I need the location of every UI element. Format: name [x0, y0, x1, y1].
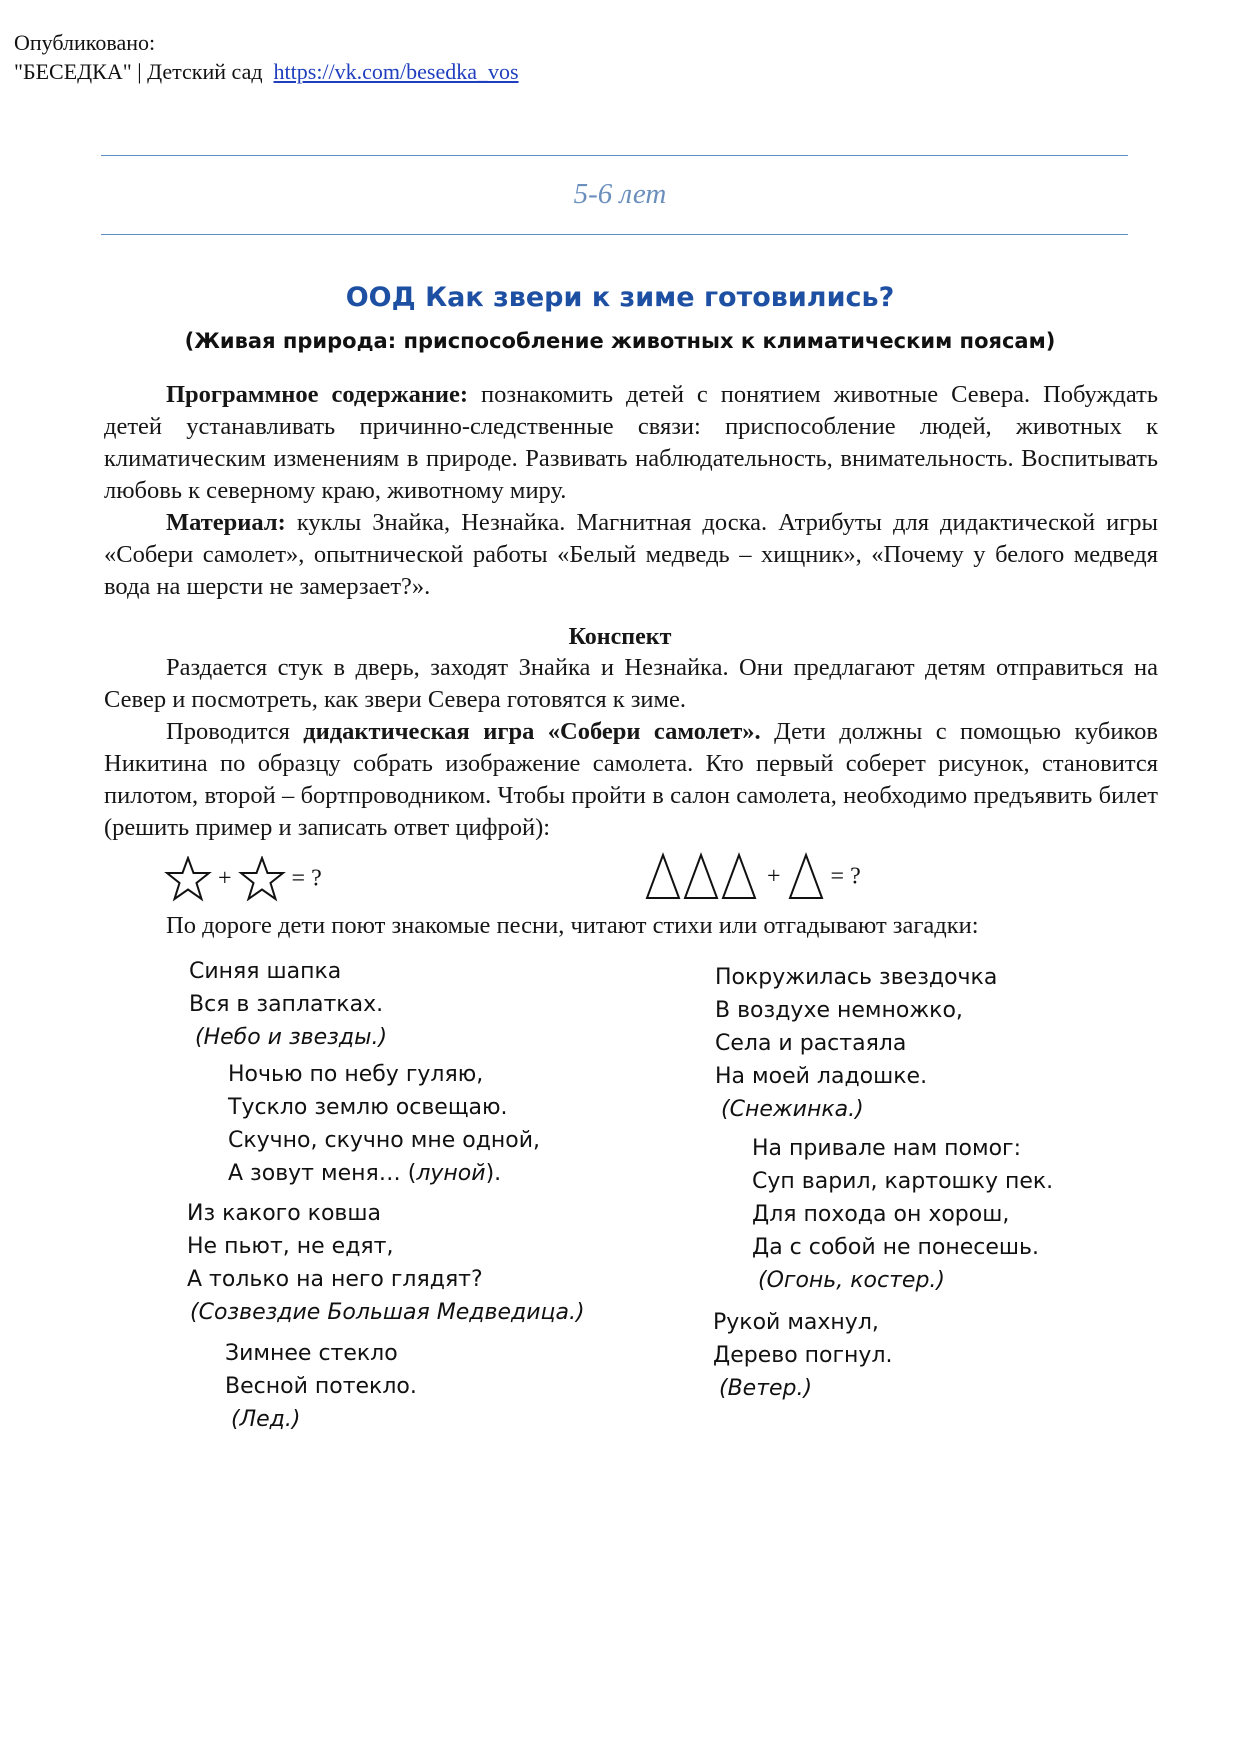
riddle-line: На моей ладошке. [715, 1064, 928, 1089]
para2-bold: дидактическая игра «Собери самолет». [303, 718, 761, 745]
riddle-line: Ночью по небу гуляю, [228, 1062, 484, 1087]
riddle-big-dipper [187, 1197, 585, 1329]
riddles-intro: По дороге дети поют знакомые песни, читают стихи или отгадывают загадки: [166, 912, 979, 939]
age-group: 5-6 лет [573, 178, 667, 210]
page-title: ООД Как звери к зиме готовились? [345, 282, 895, 313]
header-rule-bottom [101, 234, 1128, 235]
riddle-line: Зимнее стекло [225, 1341, 398, 1366]
program-label: Программное содержание: [166, 381, 469, 408]
source-line [14, 57, 519, 86]
riddle-line: Дерево погнул. [713, 1343, 893, 1368]
publication-info [14, 28, 519, 86]
riddle-fire [752, 1132, 1053, 1297]
riddle-line: Вся в заплатках. [189, 992, 384, 1017]
riddle-line: Из какого ковша [187, 1201, 382, 1226]
riddle-moon [228, 1058, 540, 1190]
triangles-plus: + [767, 863, 781, 890]
para2-post: Дети должны с помощью кубиков Никитина по образцу собрать изображение самолета. Кто первый соберет рисунок, становится пилотом, второй – бортпроводником. Чтобы пройти в салон самолета, необходимо предъявить билет (решить пример и записать ответ цифрой): [104, 718, 1158, 841]
riddle-snowflake [715, 961, 997, 1126]
riddle-line: Рукой махнул, [713, 1310, 879, 1335]
program-paragraph [104, 379, 1158, 507]
triangles-equals: = ? [830, 863, 861, 890]
riddle-line: Тускло землю освещаю. [228, 1095, 508, 1120]
riddle-answer: (Небо и звезды.) [195, 1025, 388, 1050]
program-text: познакомить детей с понятием животные Севера. Побуждать детей устанавливать причинно-следственные связи: приспособление людей, животных к климатическим изменениям в природе. Развивать наблюдательность, внимательность. Воспитывать любовь к северному краю, животному миру. [104, 381, 1158, 504]
riddle-line: А только на него глядят? [187, 1267, 483, 1292]
riddle-line [228, 1157, 540, 1190]
riddle-line-pre: А зовут меня… ( [228, 1161, 417, 1186]
material-paragraph [104, 507, 1158, 603]
riddle-line: Весной потекло. [225, 1374, 417, 1399]
riddle-sky [189, 955, 387, 1054]
konspekt-heading: Конспект [568, 624, 672, 650]
riddle-answer: (Ветер.) [719, 1376, 813, 1401]
source-name: "БЕСЕДКА" | Детский сад [14, 59, 263, 84]
header-rule-top [101, 155, 1128, 156]
stars-example [164, 856, 322, 906]
riddle-line: Синяя шапка [189, 959, 342, 984]
riddle-answer: луной [416, 1161, 486, 1186]
konspekt-block [104, 652, 1158, 844]
intro-block [104, 379, 1158, 603]
riddle-line: Да с собой не понесешь. [752, 1235, 1040, 1260]
triangle-icon [787, 852, 825, 902]
riddles-intro-block [104, 910, 1158, 942]
riddle-line-post: ). [485, 1161, 502, 1186]
source-link[interactable]: https://vk.com/besedka_vos [273, 59, 519, 84]
konspekt-para-2 [104, 716, 1158, 844]
riddle-answer: (Огонь, костер.) [758, 1268, 945, 1293]
riddle-wind [713, 1306, 893, 1405]
para2-pre: Проводится [166, 718, 304, 745]
material-text: куклы Знайка, Незнайка. Магнитная доска. Атрибуты для дидактической игры «Собери самолет», опытнической работы «Белый медведь – хищник», «Почему у белого медведя вода на шерсти не замерзает?». [104, 509, 1158, 600]
riddle-line: Скучно, скучно мне одной, [228, 1128, 541, 1153]
riddle-line: Покружилась звездочка [715, 965, 998, 990]
star-icon [238, 856, 286, 902]
riddle-ice [225, 1337, 417, 1436]
riddle-line: В воздухе немножко, [715, 998, 963, 1023]
riddle-line: Не пьют, не едят, [187, 1234, 394, 1259]
stars-equals: = ? [291, 865, 322, 892]
triangles-example [645, 852, 861, 906]
page-subtitle: (Живая природа: приспособление животных к климатическим поясам) [184, 329, 1056, 353]
konspekt-para-1: Раздается стук в дверь, заходят Знайка и Незнайка. Они предлагают детям отправиться на Север и посмотреть, как звери Севера готовятся к зиме. [104, 654, 1158, 713]
riddle-line: Села и растаяла [715, 1031, 907, 1056]
riddle-line: Суп варил, картошку пек. [752, 1169, 1054, 1194]
riddle-answer: (Созвездие Большая Медведица.) [190, 1300, 585, 1325]
three-triangles-icon [645, 852, 761, 902]
published-label: Опубликовано: [14, 30, 156, 55]
riddle-line: Для похода он хорош, [752, 1202, 1010, 1227]
star-icon [164, 856, 212, 902]
riddle-line: На привале нам помог: [752, 1136, 1022, 1161]
riddle-answer: (Снежинка.) [721, 1097, 864, 1122]
stars-plus: + [218, 865, 232, 892]
riddle-answer: (Лед.) [231, 1407, 301, 1432]
material-label: Материал: [166, 509, 286, 536]
